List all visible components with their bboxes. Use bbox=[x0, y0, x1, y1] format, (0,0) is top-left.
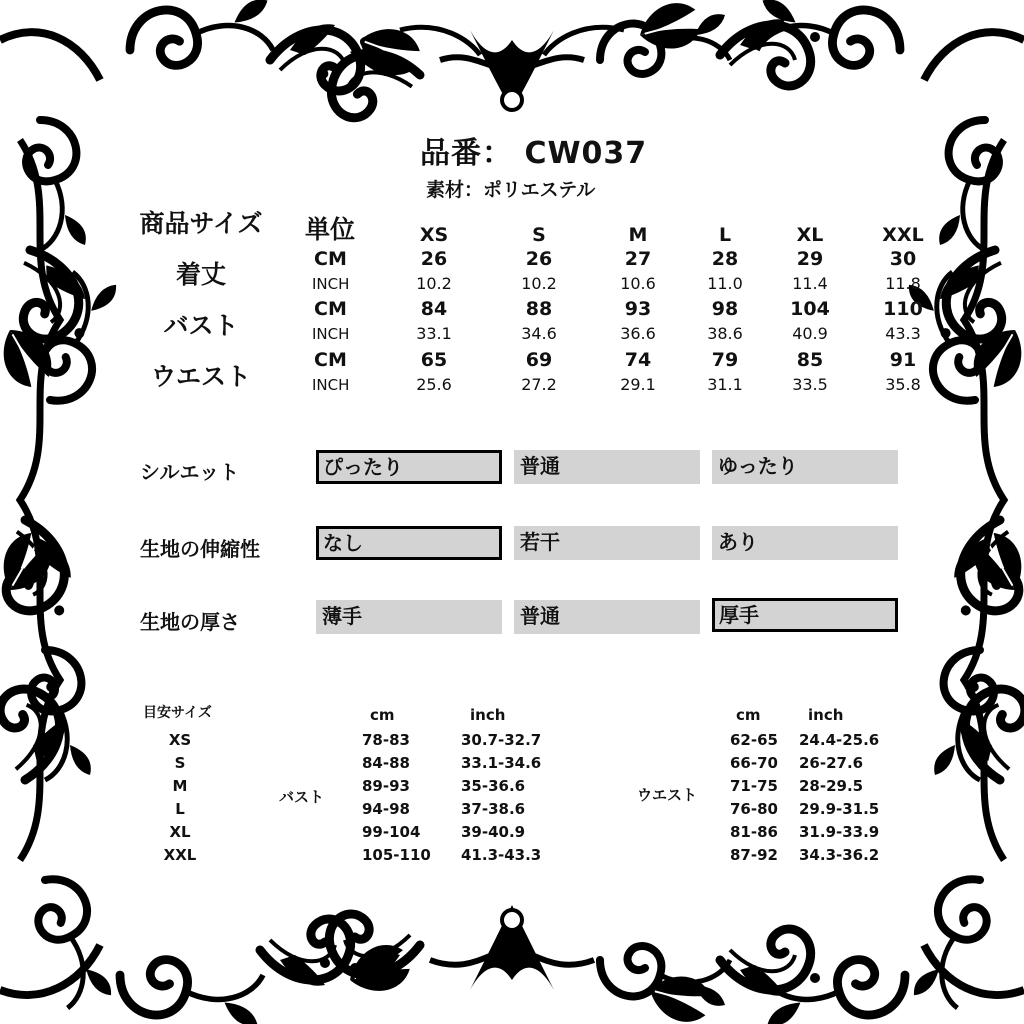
bust-inch-m: 36.6 bbox=[620, 324, 656, 343]
guide-bust-cm-m: 89-93 bbox=[362, 777, 410, 795]
waist-cm-xs: 65 bbox=[420, 349, 448, 371]
guide-size-s: S bbox=[174, 754, 186, 772]
size-header-l: L bbox=[718, 224, 732, 246]
waist-cm-xl: 85 bbox=[796, 349, 824, 371]
guide-waist-cm-header: cm bbox=[736, 706, 761, 724]
guide-bust-inch-l: 37-38.6 bbox=[461, 800, 526, 818]
bust-inch-xl: 40.9 bbox=[792, 324, 828, 343]
material-label: 素材：ポリエステル bbox=[426, 179, 596, 201]
guide-bust-inch-xxl: 41.3-43.3 bbox=[461, 846, 542, 864]
unit-cm: CM bbox=[314, 349, 347, 371]
unit-inch: INCH bbox=[312, 376, 350, 394]
guide-waist-cm-xl: 81-86 bbox=[730, 823, 778, 841]
waist-cm-m: 74 bbox=[624, 349, 652, 371]
guide-waist-cm-xxl: 87-92 bbox=[730, 846, 778, 864]
silhouette-option-loose: ゆったり bbox=[712, 450, 898, 484]
guide-waist-cm-xs: 62-65 bbox=[730, 731, 778, 749]
thickness-label: 生地の厚さ bbox=[140, 610, 240, 634]
stretch-option-none: なし bbox=[316, 526, 502, 560]
waist-cm-l: 79 bbox=[711, 349, 739, 371]
guide-waist-inch-xl: 31.9-33.9 bbox=[799, 823, 880, 841]
guide-bust-label: バスト bbox=[279, 788, 325, 806]
silhouette-option-fitted: ぴったり bbox=[316, 450, 502, 484]
length-inch-s: 10.2 bbox=[521, 274, 557, 293]
guide-bust-cm-s: 84-88 bbox=[362, 754, 410, 772]
guide-bust-cm-header: cm bbox=[370, 706, 395, 724]
length-cm-xl: 29 bbox=[796, 248, 824, 270]
length-inch-m: 10.6 bbox=[620, 274, 656, 293]
guide-bust-inch-xs: 30.7-32.7 bbox=[461, 731, 542, 749]
waist-cm-s: 69 bbox=[525, 349, 553, 371]
waist-inch-m: 29.1 bbox=[620, 375, 656, 394]
bust-inch-xs: 33.1 bbox=[416, 324, 452, 343]
guide-size-xl: XL bbox=[169, 823, 191, 841]
guide-waist-cm-l: 76-80 bbox=[730, 800, 778, 818]
guide-size-m: M bbox=[172, 777, 188, 795]
unit-header: 単位 bbox=[305, 215, 356, 244]
guide-bust-inch-xl: 39-40.9 bbox=[461, 823, 526, 841]
waist-inch-l: 31.1 bbox=[707, 375, 743, 394]
unit-cm: CM bbox=[314, 298, 347, 320]
bust-inch-xxl: 43.3 bbox=[885, 324, 921, 343]
size-guide-title: 目安サイズ bbox=[143, 705, 212, 721]
length-inch-xs: 10.2 bbox=[416, 274, 452, 293]
guide-size-l: L bbox=[175, 800, 185, 818]
stretch-option-yes: あり bbox=[712, 526, 898, 560]
size-header-xxl: XXL bbox=[882, 224, 924, 246]
length-inch-l: 11.0 bbox=[707, 274, 743, 293]
bust-cm-xl: 104 bbox=[790, 298, 830, 320]
guide-bust-cm-xl: 99-104 bbox=[362, 823, 421, 841]
unit-cm: CM bbox=[314, 248, 347, 270]
silhouette-label: シルエット bbox=[140, 460, 240, 484]
guide-waist-label: ウエスト bbox=[637, 786, 698, 804]
bust-cm-s: 88 bbox=[525, 298, 553, 320]
waist-inch-xs: 25.6 bbox=[416, 375, 452, 394]
guide-bust-inch-m: 35-36.6 bbox=[461, 777, 526, 795]
guide-waist-cm-m: 71-75 bbox=[730, 777, 778, 795]
guide-waist-inch-header: inch bbox=[808, 706, 844, 724]
bust-cm-l: 98 bbox=[711, 298, 739, 320]
thickness-option-thin: 薄手 bbox=[316, 600, 502, 634]
guide-bust-cm-xxl: 105-110 bbox=[362, 846, 431, 864]
guide-bust-inch-header: inch bbox=[470, 706, 506, 724]
waist-inch-xl: 33.5 bbox=[792, 375, 828, 394]
size-header-s: S bbox=[532, 224, 546, 246]
bust-cm-xxl: 110 bbox=[883, 298, 923, 320]
guide-waist-inch-xxl: 34.3-36.2 bbox=[799, 846, 880, 864]
size-header-xl: XL bbox=[796, 224, 824, 246]
unit-inch: INCH bbox=[312, 275, 350, 293]
guide-size-xxl: XXL bbox=[163, 846, 197, 864]
length-cm-l: 28 bbox=[711, 248, 739, 270]
bust-inch-s: 34.6 bbox=[521, 324, 557, 343]
silhouette-option-regular: 普通 bbox=[514, 450, 700, 484]
product-code-title: 品番： CW037 bbox=[420, 136, 648, 171]
guide-waist-inch-m: 28-29.5 bbox=[799, 777, 864, 795]
stretch-option-slight: 若干 bbox=[514, 526, 700, 560]
bust-row-label: バスト bbox=[163, 311, 239, 340]
guide-size-xs: XS bbox=[168, 731, 192, 749]
bust-inch-l: 38.6 bbox=[707, 324, 743, 343]
length-row-label: 着丈 bbox=[175, 260, 226, 289]
bust-cm-xs: 84 bbox=[420, 298, 448, 320]
guide-waist-inch-l: 29.9-31.5 bbox=[799, 800, 880, 818]
length-inch-xxl: 11.8 bbox=[885, 274, 921, 293]
unit-inch: INCH bbox=[312, 325, 350, 343]
stretch-label: 生地の伸縮性 bbox=[140, 537, 260, 561]
bust-cm-m: 93 bbox=[624, 298, 652, 320]
size-header-xs: XS bbox=[419, 224, 449, 246]
size-header-m: M bbox=[628, 224, 648, 246]
length-cm-xs: 26 bbox=[420, 248, 448, 270]
length-cm-xxl: 30 bbox=[889, 248, 917, 270]
guide-waist-inch-xs: 24.4-25.6 bbox=[799, 731, 880, 749]
guide-waist-inch-s: 26-27.6 bbox=[799, 754, 864, 772]
guide-bust-cm-l: 94-98 bbox=[362, 800, 410, 818]
waist-cm-xxl: 91 bbox=[889, 349, 917, 371]
waist-row-label: ウエスト bbox=[150, 362, 251, 391]
length-cm-m: 27 bbox=[624, 248, 652, 270]
guide-bust-cm-xs: 78-83 bbox=[362, 731, 410, 749]
guide-bust-inch-s: 33.1-34.6 bbox=[461, 754, 542, 772]
thickness-option-thick: 厚手 bbox=[712, 598, 898, 632]
waist-inch-s: 27.2 bbox=[521, 375, 557, 394]
size-table-corner-label: 商品サイズ bbox=[139, 209, 263, 238]
length-inch-xl: 11.4 bbox=[792, 274, 828, 293]
length-cm-s: 26 bbox=[525, 248, 553, 270]
thickness-option-regular: 普通 bbox=[514, 600, 700, 634]
waist-inch-xxl: 35.8 bbox=[885, 375, 921, 394]
guide-waist-cm-s: 66-70 bbox=[730, 754, 778, 772]
